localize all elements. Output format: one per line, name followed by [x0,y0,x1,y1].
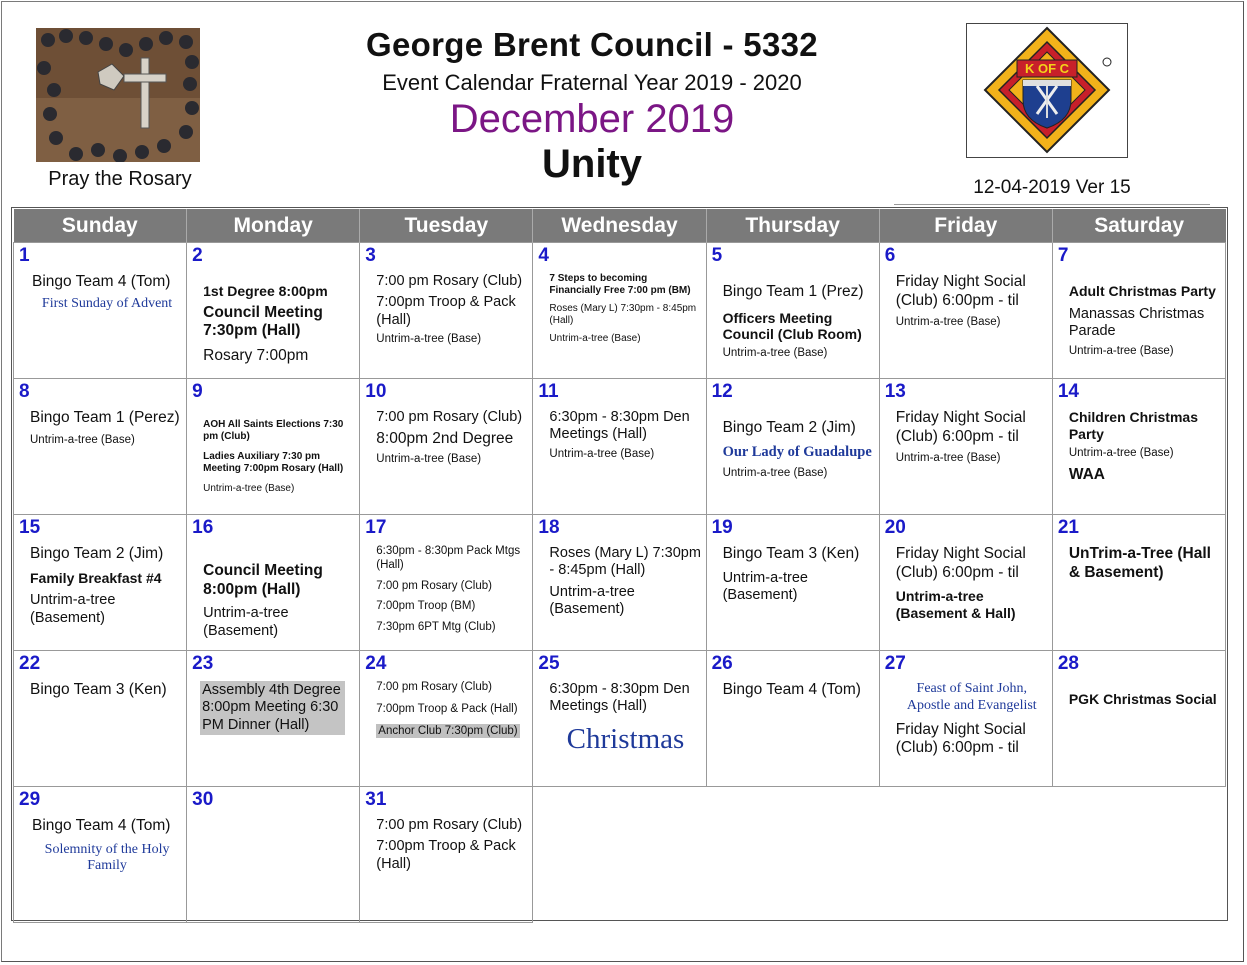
event: WAA [1068,466,1106,484]
event: Family Breakfast #4 [30,569,162,586]
day-number: 9 [192,381,203,402]
day-number: 17 [365,517,387,538]
event: Untrim-a-tree (Base) [549,447,655,460]
day-cell[interactable] [706,515,879,651]
event: Manassas Christmas Parade [1068,305,1205,340]
event: Untrim-a-tree (Base) [203,483,295,494]
liturgical-event: Solemnity of the Holy Family [44,841,170,874]
day-cell[interactable] [187,243,360,379]
event: Untrim-a-tree (Base) [376,333,482,346]
event: Untrim-a-tree (Base) [1068,446,1174,459]
event: Friday Night Social (Club) 6:00pm - til [895,545,1026,581]
day-cell[interactable] [14,787,187,923]
event: 7:00 pm Rosary (Club) [376,409,523,425]
calendar [11,207,1228,921]
day-cell[interactable] [1052,651,1225,787]
day-number: 18 [538,517,560,538]
logo-lettering: K OF C [1024,61,1070,76]
council-title: George Brent Council - 5332 [366,26,818,63]
empty-cell [879,787,1052,923]
weekday-tuesday: Tuesday [360,209,533,243]
day-number: 27 [884,653,906,674]
day-number: 22 [19,653,41,674]
event: Untrim-a-tree (Basement) [722,569,808,603]
day-cell[interactable] [879,651,1052,787]
day-cell[interactable] [14,243,187,379]
weekday-friday: Friday [879,209,1052,243]
day-cell[interactable] [187,651,360,787]
rosary-image [36,28,200,162]
event: Untrim-a-tree (Basement) [30,592,116,626]
day-number: 7 [1057,245,1069,266]
theme-title: Unity [542,142,642,186]
day-cell[interactable] [533,379,706,515]
holiday-label: Christmas [566,722,685,755]
event: Bingo Team 4 (Tom) [32,817,171,834]
event: 7:00 pm Rosary (Club) [376,817,523,833]
event: Friday Night Social (Club) 6:00pm - til [895,409,1026,445]
event: Council Meeting 8:00pm (Hall) [203,562,323,598]
day-cell[interactable] [879,243,1052,379]
event: AOH All Saints Elections 7:30 pm (Club) [203,419,344,442]
calendar-header [0,0,1247,205]
day-cell[interactable] [879,515,1052,651]
day-number: 3 [365,245,376,266]
event: Untrim-a-tree (Base) [722,347,828,360]
event: Bingo Team 2 (Jim) [722,419,856,436]
event: Untrim-a-tree (Basement) [203,605,289,639]
day-cell[interactable] [706,379,879,515]
event: Roses (Mary L) 7:30pm - 8:45pm (Hall) [549,545,701,579]
day-cell[interactable] [187,515,360,651]
event: Friday Night Social (Club) 6:00pm - til [895,720,1026,757]
version-label: 12-04-2019 Ver 15 [973,177,1131,198]
event: Officers Meeting Council (Club Room) [722,309,862,343]
event: Untrim-a-tree (Base) [1068,344,1174,357]
day-cell[interactable] [1052,515,1225,651]
week-row [14,515,1226,651]
event: Untrim-a-tree (Base) [722,466,828,479]
day-cell[interactable] [533,515,706,651]
day-number: 24 [365,653,387,674]
day-number: 2 [192,245,203,266]
weekday-thursday: Thursday [706,209,879,243]
liturgical-event: First Sunday of Advent [41,295,173,311]
week-row [14,787,1226,923]
day-cell[interactable] [533,243,706,379]
event: Untrim-a-tree (Basement) [549,583,635,618]
day-number: 25 [538,653,560,674]
day-cell[interactable] [879,379,1052,515]
day-cell[interactable] [360,379,533,515]
event: 7:00 pm Rosary (Club) [376,273,523,289]
event: 7:00pm Troop (BM) [376,600,476,613]
day-number: 6 [884,245,896,266]
weekday-wednesday: Wednesday [533,209,706,243]
day-number: 28 [1057,653,1079,674]
month-title: December 2019 [449,97,735,141]
event: 6:30pm - 8:30pm Den Meetings (Hall) [549,681,690,715]
event: 6:30pm - 8:30pm Pack Mtgs (Hall) [376,545,521,571]
event: 7:00pm Troop & Pack (Hall) [376,702,518,715]
day-number: 30 [192,789,214,810]
day-number: 23 [192,653,214,674]
day-number: 8 [19,381,30,402]
event: Council Meeting 7:30pm (Hall) [203,303,323,340]
day-number: 21 [1057,517,1079,538]
day-cell[interactable] [14,515,187,651]
day-number: 10 [365,381,387,402]
rosary-caption: Pray the Rosary [48,168,192,190]
weekday-sunday: Sunday [14,209,187,243]
day-number: 20 [884,517,906,538]
week-row [14,651,1226,787]
event: Bingo Team 1 (Prez) [722,283,864,300]
day-number: 26 [711,653,733,674]
event: Untrim-a-tree (Base) [549,333,641,344]
day-number: 11 [538,381,559,402]
event: Untrim-a-tree (Base) [376,452,482,465]
event: 7 Steps to becoming Financially Free 7:00 pm (BM) [549,273,691,296]
day-number: 12 [711,381,733,402]
day-number: 19 [711,517,733,538]
divider [894,204,1210,205]
day-number: 14 [1057,381,1079,402]
event: 1st Degree 8:00pm [203,283,328,299]
weekday-saturday: Saturday [1052,209,1225,243]
liturgical-event: Our Lady of Guadalupe [722,443,872,460]
event: 7:00 pm Rosary (Club) [376,579,492,592]
day-number: 13 [884,381,906,402]
day-cell[interactable] [360,787,533,923]
day-cell[interactable] [360,651,533,787]
event: Adult Christmas Party [1068,283,1216,299]
highlighted-event: Anchor Club 7:30pm (Club) [378,724,518,737]
event: 6:30pm - 8:30pm Den Meetings (Hall) [549,409,690,443]
event: PGK Christmas Social [1068,691,1217,707]
event: Bingo Team 1 (Perez) [30,409,180,426]
day-cell[interactable] [187,787,360,923]
day-cell[interactable] [14,651,187,787]
highlighted-event: Assembly 4th Degree 8:00pm Meeting 6:30 PM Dinner (Hall) [200,681,345,735]
weekday-monday: Monday [187,209,360,243]
event: 7:00pm Troop & Pack (Hall) [376,294,516,328]
empty-cell [1052,787,1225,923]
day-number: 5 [711,245,723,266]
event: Bingo Team 4 (Tom) [722,681,861,698]
calendar-grid [13,209,1226,923]
event: 7:30pm 6PT Mtg (Club) [376,621,496,634]
event: Untrim-a-tree (Base) [30,433,135,446]
empty-cell [533,787,706,923]
week-row [14,379,1226,515]
day-number: 15 [19,517,41,538]
day-number: 29 [19,789,41,810]
event: 7:00pm Troop & Pack (Hall) [376,838,516,872]
day-number: 1 [19,245,30,266]
event: Untrim-a-tree (Basement & Hall) [895,588,1016,621]
day-cell[interactable] [706,243,879,379]
day-cell[interactable] [187,379,360,515]
day-cell[interactable] [1052,243,1225,379]
event: 7:00 pm Rosary (Club) [376,681,492,693]
day-cell[interactable] [14,379,187,515]
event: Children Christmas Party [1068,409,1198,442]
day-cell[interactable] [360,243,533,379]
event: Bingo Team 3 (Ken) [30,681,167,698]
event: 8:00pm 2nd Degree [376,430,514,448]
day-number: 16 [192,517,214,538]
event: Bingo Team 3 (Ken) [722,545,860,562]
event: UnTrim-a-Tree (Hall & Basement) [1068,545,1211,581]
day-cell[interactable] [1052,379,1225,515]
event: Friday Night Social (Club) 6:00pm - til [895,273,1026,309]
day-cell[interactable] [360,515,533,651]
calendar-subtitle: Event Calendar Fraternal Year 2019 - 2020 [382,70,802,95]
event: Rosary 7:00pm [203,346,309,364]
kofc-logo [966,23,1128,158]
event: Untrim-a-tree (Base) [895,316,1001,329]
event: Ladies Auxiliary 7:30 pm Meeting 7:00pm Rosary (Hall) [203,451,344,474]
day-cell[interactable] [706,651,879,787]
event: Untrim-a-tree (Base) [895,452,1001,465]
day-number: 4 [538,245,549,266]
liturgical-event: Feast of Saint John, Apostle and Evangelist [906,681,1037,713]
week-row [14,243,1226,379]
day-cell[interactable] [533,651,706,787]
event: Roses (Mary L) 7:30pm - 8:45pm (Hall) [549,303,697,326]
event: Bingo Team 4 (Tom) [32,273,171,290]
weekday-header-row [14,209,1226,243]
empty-cell [706,787,879,923]
event: Bingo Team 2 (Jim) [30,545,164,562]
day-number: 31 [365,789,387,810]
